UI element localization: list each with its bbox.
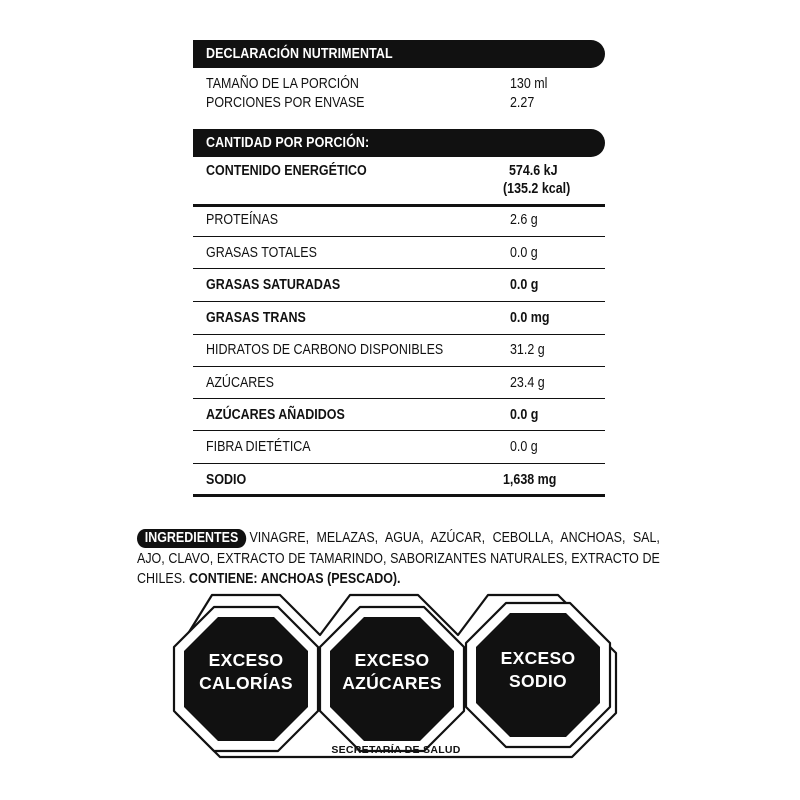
row-divider	[193, 463, 605, 464]
row-divider	[193, 236, 605, 237]
seal-line: EXCESO	[208, 650, 284, 670]
seal-line: AZÚCARES	[342, 673, 442, 693]
warning-seals	[168, 593, 624, 768]
seal-line: EXCESO	[500, 648, 576, 668]
per-serving-title: CANTIDAD POR PORCIÓN:	[206, 135, 370, 151]
allergen-statement: CONTIENE: ANCHOAS (PESCADO).	[188, 571, 401, 587]
servings-value: 2.27	[510, 95, 535, 111]
nutrient-label: SODIO	[206, 472, 247, 488]
row-divider	[193, 334, 605, 335]
nutrient-label: AZÚCARES	[206, 375, 274, 391]
serving-size-label: TAMAÑO DE LA PORCIÓN	[206, 76, 359, 92]
table-thick-rule	[193, 204, 605, 207]
nutrient-value: 0.0 mg	[510, 310, 550, 326]
nutrient-label: FIBRA DIETÉTICA	[206, 439, 311, 455]
declaration-header-bar	[193, 40, 605, 68]
nutrient-label: GRASAS TRANS	[206, 310, 306, 326]
row-divider	[193, 398, 605, 399]
nutrient-value: 0.0 g	[510, 407, 539, 423]
ingredients-badge: INGREDIENTES	[137, 529, 246, 548]
nutrient-label: PROTEÍNAS	[206, 212, 279, 228]
seal-line: CALORÍAS	[199, 673, 293, 693]
seal-label-calories	[186, 649, 306, 695]
row-divider	[193, 301, 605, 302]
ingredients-text: VINAGRE, MELAZAS, AGUA, AZÚCAR, CEBOLLA, ANCHOAS, SAL, AJO, CLAVO, EXTRACTO DE TAMARINDO, SABORIZANTES NATURALES, EXTRACTO DE CHILES.	[137, 530, 660, 587]
declaration-title: DECLARACIÓN NUTRIMENTAL	[206, 46, 393, 62]
seal-footer: SECRETARÍA DE SALUD	[331, 744, 461, 756]
nutrient-value: 0.0 g	[510, 245, 538, 261]
nutrient-value: 1,638 mg	[503, 472, 557, 488]
ingredients-block	[137, 528, 660, 590]
nutrient-value: 31.2 g	[510, 342, 545, 358]
nutrient-label: HIDRATOS DE CARBONO DISPONIBLES	[206, 342, 444, 358]
seal-label-sodium	[478, 647, 598, 693]
table-bottom-rule	[193, 494, 605, 497]
seal-label-sugars	[332, 649, 452, 695]
seal-line: SODIO	[509, 671, 567, 691]
nutrient-value: 2.6 g	[510, 212, 538, 228]
servings-label: PORCIONES POR ENVASE	[206, 95, 365, 111]
serving-size-value: 130 ml	[510, 76, 548, 92]
nutrient-value: 23.4 g	[510, 375, 545, 391]
seal-line: EXCESO	[354, 650, 430, 670]
nutrient-label: GRASAS TOTALES	[206, 245, 317, 261]
energy-label: CONTENIDO ENERGÉTICO	[206, 163, 367, 179]
energy-kcal: (135.2 kcal)	[503, 181, 571, 197]
row-divider	[193, 366, 605, 367]
nutrient-label: AZÚCARES AÑADIDOS	[206, 407, 345, 423]
row-divider	[193, 268, 605, 269]
row-divider	[193, 430, 605, 431]
nutrient-label: GRASAS SATURADAS	[206, 277, 341, 293]
per-serving-header-bar	[193, 129, 605, 157]
energy-kj: 574.6 kJ	[509, 163, 558, 179]
nutrient-value: 0.0 g	[510, 439, 538, 455]
nutrient-value: 0.0 g	[510, 277, 539, 293]
